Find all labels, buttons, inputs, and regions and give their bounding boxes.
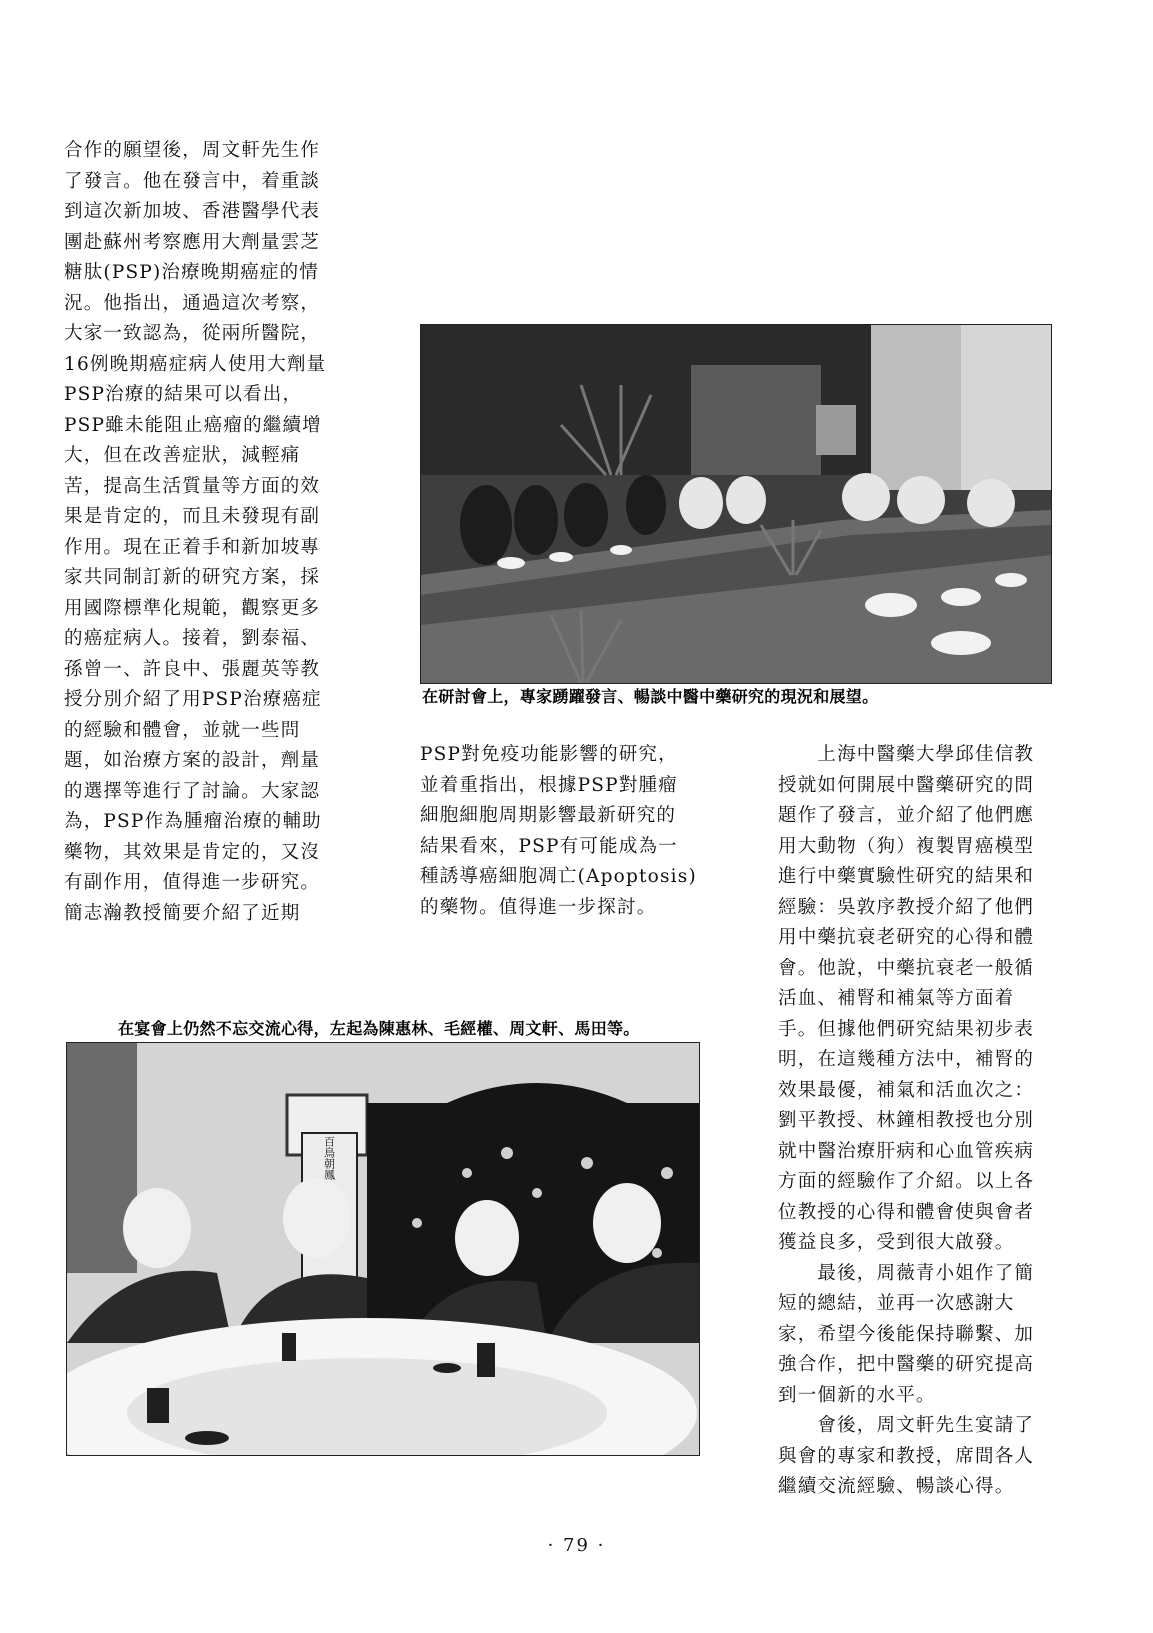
article-column-middle: PSP對免疫功能影響的研究， 並着重指出，根據PSP對腫瘤 細胞細胞周期影響最新研究的 結果看來，PSP有可能成為一 種誘導癌細胞凋亡(Apoptosis) 的藥物。值得進一步探討。 (420, 744, 697, 918)
photo-banquet-caption: 在宴會上仍然不忘交流心得，左起為陳惠林、毛經權、周文軒、馬田等。 (118, 1019, 640, 1038)
article-column-left: 合作的願望後，周文軒先生作 了發言。他在發言中，着重談 到這次新加坡、香港醫學代表 團赴蘇州考察應用大劑量雲芝 糖肽(PSP)治療晚期癌症的情 況。他指出，通過這次考察， 大家一致認為，從兩所醫院， 16例晚期癌症病人使用大劑量 PSP治療的結果可以看出， PSP雖未能阻止癌瘤的繼續增 大，但在改善症狀，減輕痛 苦，提高生活質量等方面的效 果是肯定的，而且未發現有副 作用。現在正着手和新加坡專 家共同制訂新的研究方案，採 用國際標準化規範，觀察更多 的癌症病人。接着，劉泰福、 孫曾一、許良中、張麗英等教 授分別介紹了用PSP治療癌症 的經驗和體會，並就一些問 題，如治療方案的設計，劑量 的選擇等進行了討論。大家認 為，PSP作為腫瘤治療的輔助 藥物，其效果是肯定的，又沒 有副作用，值得進一步研究。 簡志瀚教授簡要介紹了近期 (64, 140, 327, 924)
article-column-right: 上海中醫藥大學邱佳信教 授就如何開展中醫藥研究的問 題作了發言，並介紹了他們應 用大動物（狗）複製胃癌模型 進行中藥實驗性研究的結果和 經驗：吳敦序教授介紹了他們 用中藥抗衰老研究的心得和體 會。他說，中藥抗衰老一般循 活血、補腎和補氣等方面着 手。但據他們研究結果初步表 明，在這幾種方法中，補腎的 效果最優，補氣和活血次之： 劉平教授、林鐘相教授也分別 就中醫治療肝病和心血管疾病 方面的經驗作了介紹。以上各 位教授的心得和體會使與會者 獲益良多，受到很大啟發。 最後，周薇青小姐作了簡 短的總結，並再一次感謝大 家，希望今後能保持聯繫、加 強合作，把中醫藥的研究提高 到一個新的水平。 會後，周文軒先生宴請了 與會的專家和教授，席間各人 繼續交流經驗、暢談心得。 (778, 744, 1035, 1497)
photo-banquet (66, 1042, 700, 1456)
screen-text: 百鳥朝鳳 (322, 1136, 336, 1180)
page-number: · 79 · (547, 1535, 606, 1556)
photo-seminar (420, 324, 1052, 684)
photo-seminar-caption: 在研討會上，專家踴躍發言、暢談中醫中藥研究的現況和展望。 (422, 687, 879, 706)
